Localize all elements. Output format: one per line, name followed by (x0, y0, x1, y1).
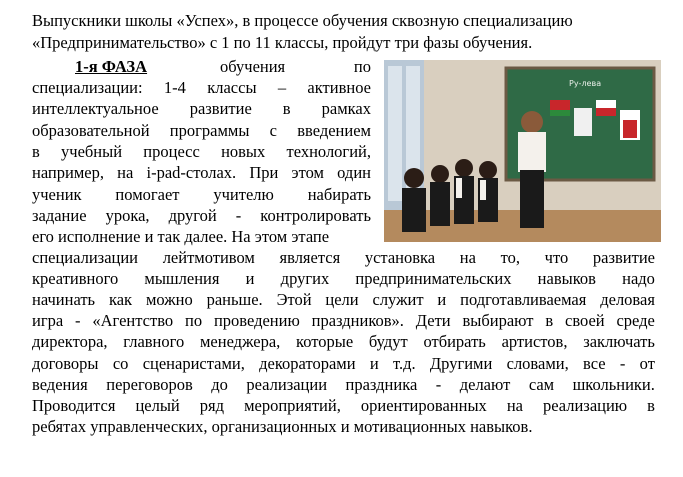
word: на (117, 163, 134, 183)
word: специализации (32, 248, 139, 267)
word: набирать (307, 184, 371, 204)
word: декораторами (259, 353, 356, 373)
word: другой (168, 205, 217, 225)
word: мероприятий, (244, 395, 341, 415)
word: других (280, 269, 330, 289)
word: проведению (213, 311, 300, 331)
word: один (337, 163, 371, 183)
word: – (277, 78, 287, 97)
word: в (32, 141, 40, 161)
word: реализацию (543, 395, 628, 415)
word: ряд (199, 395, 225, 415)
word: сценаристами, (142, 353, 245, 373)
word: специализации: (32, 78, 143, 97)
word: этом (291, 163, 324, 183)
word: лейтмотивом (162, 248, 255, 267)
word: своей (565, 311, 605, 331)
word: по (353, 57, 371, 76)
word: которые (296, 332, 354, 352)
word: помогает (115, 184, 180, 204)
word: процесс (143, 141, 200, 161)
word: например, (32, 163, 104, 183)
text-line (32, 375, 655, 396)
text-line (32, 185, 371, 206)
word: директора, (32, 332, 108, 352)
text-line (32, 354, 655, 375)
word: интеллектуальное (32, 99, 159, 119)
word: деловая (600, 290, 655, 310)
word: образовательной (32, 120, 150, 140)
word: на (459, 248, 476, 267)
word: мышления (144, 269, 220, 289)
word: менеджера, (199, 332, 281, 352)
word: Дети (415, 311, 451, 331)
word: начинать (32, 290, 96, 310)
word: является (279, 248, 341, 267)
word: Другими (429, 353, 493, 373)
word: рамках (321, 99, 371, 119)
word: надо (622, 269, 655, 289)
word: заключать (583, 332, 655, 352)
word: i-pad-столах. (146, 163, 237, 183)
text-line (32, 206, 371, 227)
word: - (435, 374, 442, 394)
text-line (32, 269, 655, 290)
word: ориентированных (360, 395, 487, 415)
intro-line-2: «Предпринимательство» с 1 по 11 классы, пройдут три фазы обучения. (32, 33, 533, 52)
word: развитие (189, 99, 252, 119)
word: игра (32, 311, 64, 331)
word: можно (145, 290, 193, 310)
word: со (112, 353, 129, 373)
text-line (32, 121, 371, 142)
word: договоры (32, 353, 99, 373)
word: и (369, 353, 379, 373)
word: учителю (213, 184, 274, 204)
text-line (32, 78, 371, 99)
text-line (32, 332, 655, 353)
word: установка (364, 248, 436, 267)
word: - (235, 205, 242, 225)
word: введением (297, 120, 371, 140)
word: и (245, 269, 255, 289)
word: артистов, (501, 332, 568, 352)
word: служит (372, 290, 424, 310)
word: Проводится (32, 395, 116, 415)
word: школьники. (572, 374, 655, 394)
word: по (185, 311, 203, 331)
text-line (32, 417, 655, 438)
word: от (639, 353, 655, 373)
word: праздника (345, 374, 418, 394)
word: т.д. (392, 353, 416, 373)
word: При (249, 163, 279, 183)
text-line (32, 99, 371, 120)
word: в (282, 99, 291, 119)
word: урока, (105, 205, 150, 225)
word: все (583, 353, 606, 373)
word: делают (459, 374, 511, 394)
word: раньше. (206, 290, 263, 310)
classroom-photo-icon (384, 60, 661, 242)
word: подготавливаемая (460, 290, 587, 310)
word: и (437, 290, 447, 310)
text-line (32, 227, 371, 248)
word: «Агентство (92, 311, 174, 331)
word: активное (307, 78, 371, 97)
text-line (32, 142, 371, 163)
word: с (269, 120, 277, 140)
word: навыков (537, 269, 596, 289)
word: как (108, 290, 133, 310)
word: обучения (220, 57, 286, 76)
word: Этой (276, 290, 312, 310)
intro-line-1: Выпускники школы «Успех», в процессе обучения сквозную специализацию (32, 11, 573, 30)
word: ребятах управленческих, организационных и мотивационных навыков. (32, 416, 533, 436)
word: - (619, 353, 626, 373)
text-line (32, 248, 655, 269)
word: отбирать (423, 332, 486, 352)
word: ученик (32, 184, 82, 204)
text-line (32, 163, 371, 184)
word: ведения (32, 374, 88, 394)
word: выбирают (462, 311, 534, 331)
word: - (75, 311, 81, 331)
phase-heading-rest (220, 57, 371, 78)
word: главного (123, 332, 185, 352)
word: программы (169, 120, 250, 140)
word: то, (500, 248, 520, 267)
word: на (506, 395, 523, 415)
word: развитие (592, 248, 655, 267)
word: до (211, 374, 228, 394)
word: словами, (506, 353, 569, 373)
board-caption: Ру-лева (569, 79, 602, 88)
word: предпринимательских (355, 269, 512, 289)
word: среде (616, 311, 655, 331)
word: в (647, 395, 655, 415)
word: сам (528, 374, 555, 394)
word: в (545, 311, 554, 331)
word: 1-4 (163, 78, 186, 97)
word: контролировать (260, 205, 371, 225)
text-line (32, 290, 655, 311)
word: классы (207, 78, 257, 97)
word: реализации (246, 374, 328, 394)
word: целый (135, 395, 180, 415)
phase-heading: 1-я ФАЗА (75, 57, 148, 76)
word: праздников». (311, 311, 404, 331)
word: технологий, (286, 141, 371, 161)
word: его исполнение и так далее. На этом этапе (32, 227, 330, 247)
text-line (32, 311, 655, 332)
word: что (544, 248, 569, 267)
word: переговоров (106, 374, 193, 394)
classroom-photo (384, 60, 661, 242)
word: задание (32, 205, 87, 225)
word: креативного (32, 269, 119, 289)
word: будут (368, 332, 408, 352)
word: новых (221, 141, 266, 161)
text-line (32, 396, 655, 417)
word: учебный (61, 141, 123, 161)
word: цели (325, 290, 359, 310)
